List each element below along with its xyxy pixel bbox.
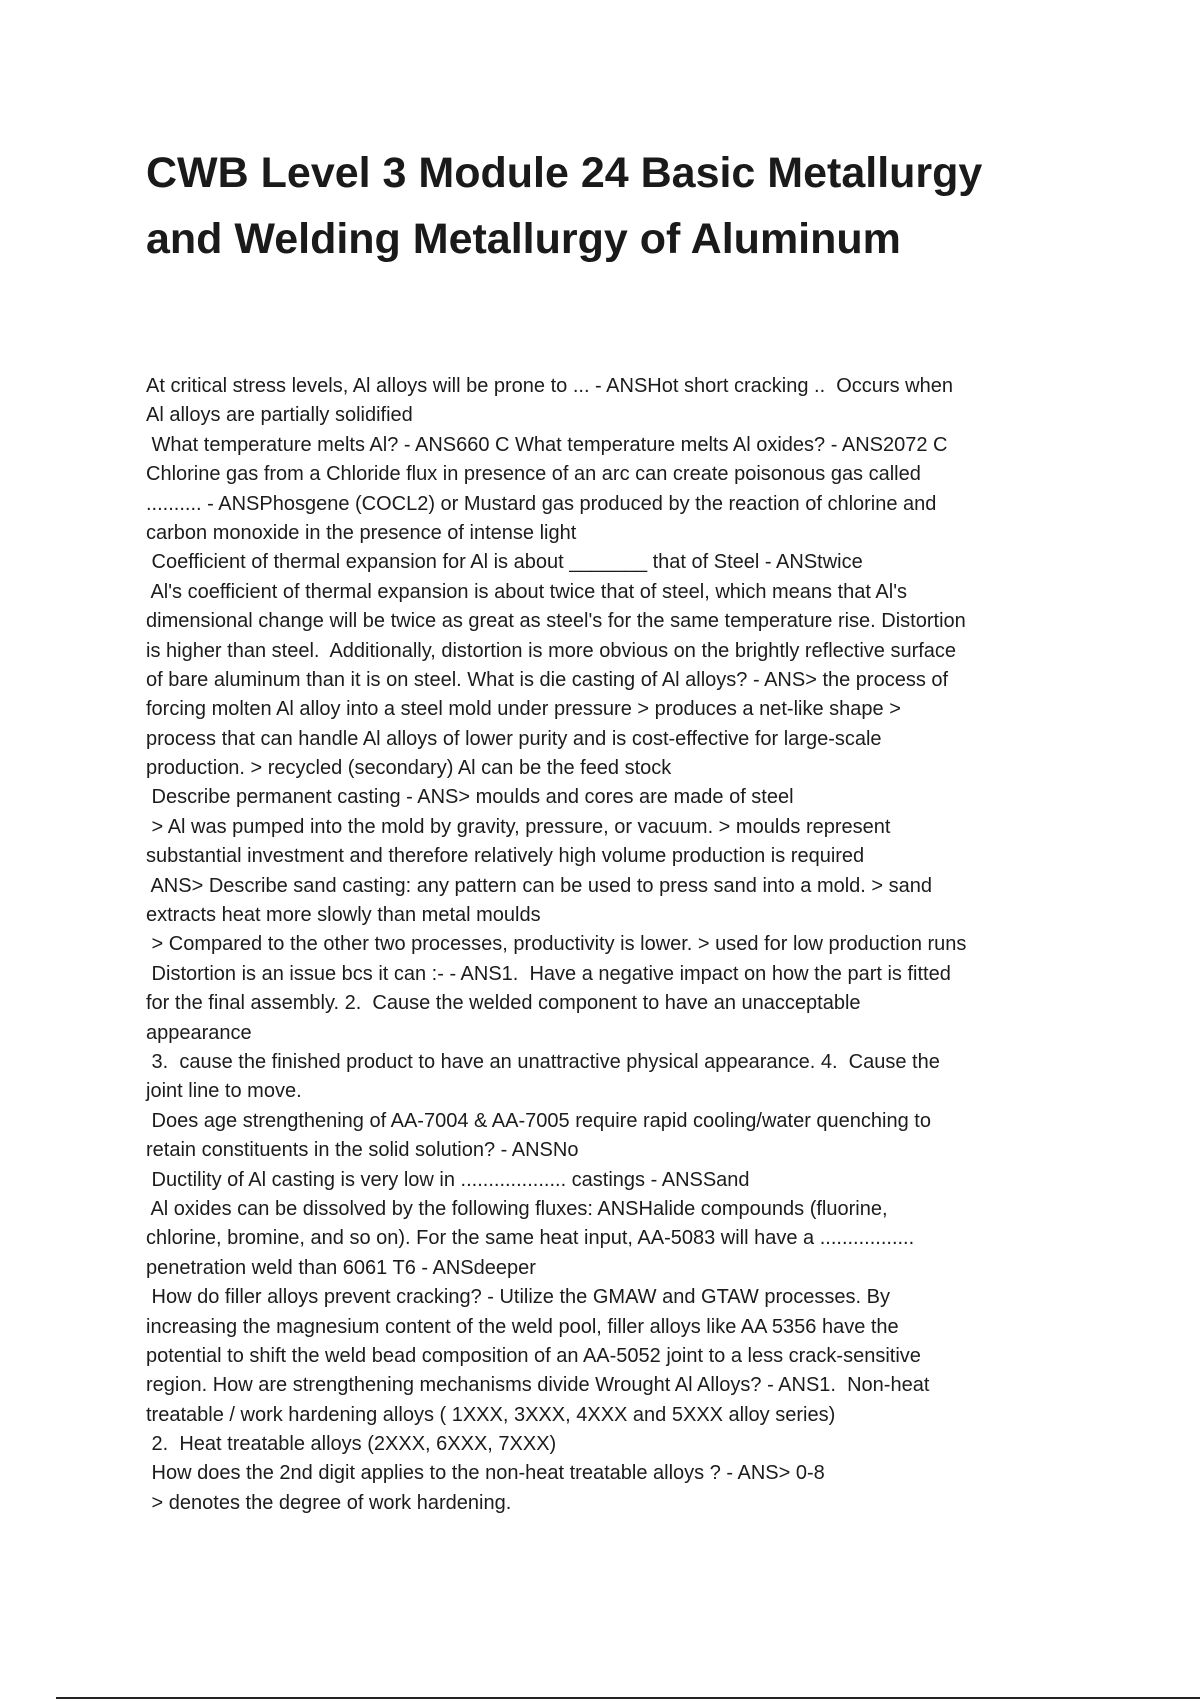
body-line: retain constituents in the solid solution? - ANSNo <box>146 1139 579 1162</box>
body-line: forcing molten Al alloy into a steel mold under pressure > produces a net-like shape > <box>146 698 901 721</box>
title-line: and Welding Metallurgy of Aluminum <box>146 215 901 263</box>
body-line: Ductility of Al casting is very low in ................... castings - ANSSand <box>146 1168 750 1191</box>
body-line: What temperature melts Al? - ANS660 C What temperature melts Al oxides? - ANS2072 C <box>146 433 948 456</box>
body-line: carbon monoxide in the presence of intense light <box>146 521 577 544</box>
body-line: extracts heat more slowly than metal moulds <box>146 904 541 927</box>
body-line: chlorine, bromine, and so on). For the same heat input, AA-5083 will have a ................. <box>146 1227 915 1250</box>
body-line: Al oxides can be dissolved by the following fluxes: ANSHalide compounds (fluorine, <box>146 1197 888 1220</box>
document-title <box>146 140 1076 272</box>
body-line: substantial investment and therefore relatively high volume production is required <box>146 845 865 868</box>
body-line: region. How are strengthening mechanisms divide Wrought Al Alloys? - ANS1. Non-heat <box>146 1374 930 1397</box>
body-line: How does the 2nd digit applies to the non-heat treatable alloys ? - ANS> 0-8 <box>146 1462 825 1485</box>
title-line: CWB Level 3 Module 24 Basic Metallurgy <box>146 149 983 197</box>
body-line: treatable / work hardening alloys ( 1XXX, 3XXX, 4XXX and 5XXX alloy series) <box>146 1403 836 1426</box>
body-line: dimensional change will be twice as great as steel's for the same temperature rise. Distortion <box>146 610 966 633</box>
body-line: .......... - ANSPhosgene (COCL2) or Mustard gas produced by the reaction of chlorine and <box>146 492 937 515</box>
body-line: Chlorine gas from a Chloride flux in presence of an arc can create poisonous gas called <box>146 463 921 486</box>
body-line: appearance <box>146 1021 252 1044</box>
footer-divider <box>56 1697 1200 1699</box>
body-line: > denotes the degree of work hardening. <box>146 1491 512 1514</box>
body-line: is higher than steel. Additionally, distortion is more obvious on the brightly reflective surface <box>146 639 957 662</box>
body-line: How do filler alloys prevent cracking? - Utilize the GMAW and GTAW processes. By <box>146 1286 890 1309</box>
body-line: Al's coefficient of thermal expansion is about twice that of steel, which means that Al's <box>146 580 908 603</box>
document-body <box>146 372 1066 1518</box>
body-line: Al alloys are partially solidified <box>146 404 413 427</box>
body-line: of bare aluminum than it is on steel. What is die casting of Al alloys? - ANS> the process of <box>146 668 949 691</box>
body-line: 2. Heat treatable alloys (2XXX, 6XXX, 7XXX) <box>146 1433 557 1456</box>
body-line: > Compared to the other two processes, productivity is lower. > used for low production runs <box>146 933 967 956</box>
body-line: penetration weld than 6061 T6 - ANSdeeper <box>146 1256 536 1279</box>
body-line: Coefficient of thermal expansion for Al is about _______ that of Steel - ANStwice <box>146 551 863 574</box>
body-line: At critical stress levels, Al alloys will be prone to ... - ANSHot short cracking .. Occurs when <box>146 375 953 397</box>
body-line: Distortion is an issue bcs it can :- - ANS1. Have a negative impact on how the part is fitted <box>146 962 951 985</box>
body-line: > Al was pumped into the mold by gravity, pressure, or vacuum. > moulds represent <box>146 815 891 838</box>
body-line: joint line to move. <box>146 1080 302 1103</box>
body-line: increasing the magnesium content of the weld pool, filler alloys like AA 5356 have the <box>146 1315 899 1338</box>
body-line: process that can handle Al alloys of lower purity and is cost-effective for large-scale <box>146 727 882 750</box>
body-line: Describe permanent casting - ANS> moulds and cores are made of steel <box>146 786 794 809</box>
body-line: Does age strengthening of AA-7004 & AA-7005 require rapid cooling/water quenching to <box>146 1109 931 1132</box>
body-line: for the final assembly. 2. Cause the welded component to have an unacceptable <box>146 992 861 1015</box>
body-line: 3. cause the finished product to have an unattractive physical appearance. 4. Cause the <box>146 1050 940 1073</box>
body-line: potential to shift the weld bead composition of an AA-5052 joint to a less crack-sensitive <box>146 1344 921 1367</box>
body-line: production. > recycled (secondary) Al can be the feed stock <box>146 757 672 780</box>
body-line: ANS> Describe sand casting: any pattern can be used to press sand into a mold. > sand <box>146 874 933 897</box>
